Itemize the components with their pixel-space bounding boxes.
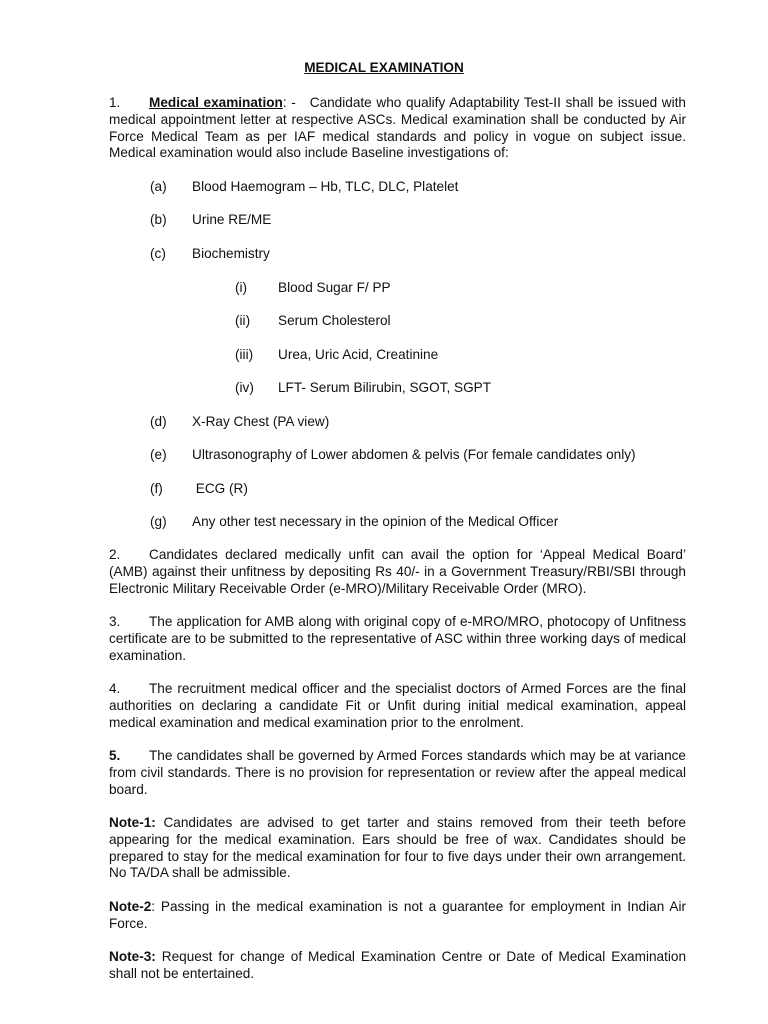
paragraph-number: 4. [109, 681, 121, 696]
sublist-item-label: (iv) [235, 380, 254, 395]
paragraph-heading: Medical examination [149, 95, 283, 110]
list-item-label: (d) [150, 414, 167, 429]
list-item-label: (f) [150, 481, 163, 496]
note-label: Note-1: [109, 815, 156, 830]
paragraph-2 [109, 547, 686, 597]
paragraph-text: The candidates shall be governed by Armed Forces standards which may be at variance from civil standards. There is no provision for representation or review after the appeal medical board. [109, 748, 686, 797]
list-item-text: Biochemistry [192, 246, 270, 261]
paragraph-text: The application for AMB along with original copy of e-MRO/MRO, photocopy of Unfitness certificate are to be submitted to the representative of ASC within three working days of medical examination. [109, 614, 686, 663]
note-text: Request for change of Medical Examination Centre or Date of Medical Examination shall not be entertained. [109, 949, 686, 981]
note-text: Candidates are advised to get tarter and stains removed from their teeth before appearing for the medical examination. Ears should be free of wax. Candidates should be prepared to stay for the medical examination for four to five days under their own arrangement. No TA/DA shall be admissible. [109, 815, 686, 881]
list-item-label: (e) [150, 447, 167, 462]
note-label: Note-3: [109, 949, 156, 964]
list-item-text: Blood Haemogram – Hb, TLC, DLC, Platelet [192, 179, 459, 194]
paragraph-4 [109, 681, 686, 731]
list-item-text: Ultrasonography of Lower abdomen & pelvis (For female candidates only) [192, 447, 636, 462]
list-item-text: X-Ray Chest (PA view) [192, 414, 330, 429]
sublist-item-label: (iii) [235, 347, 254, 362]
sublist-item-text: LFT- Serum Bilirubin, SGOT, SGPT [278, 380, 492, 395]
paragraph-text: Candidate who qualify Adaptability Test-II shall be issued with medical appointment letter at respective ASCs. Medical examination shall be conducted by Air Force Medical Team as per IAF medical standards and policy in vogue on subject issue. Medical examination would also include Baseline investigations of: [109, 95, 686, 161]
note-1 [109, 815, 686, 882]
paragraph-number: 1. [109, 95, 121, 110]
page-title: MEDICAL EXAMINATION [304, 60, 464, 75]
paragraph-3 [109, 614, 686, 664]
paragraph-number: 5. [109, 748, 121, 763]
sublist-item-text: Blood Sugar F/ PP [278, 280, 391, 295]
list-item-label: (b) [150, 212, 167, 227]
list-item-label: (a) [150, 179, 167, 194]
list-item-label: (g) [150, 514, 167, 529]
note-text: : Passing in the medical examination is not a guarantee for employment in Indian Air Force. [109, 899, 686, 931]
sublist-item-text: Serum Cholesterol [278, 313, 391, 328]
heading-separator: : - [282, 95, 296, 110]
paragraph-text: The recruitment medical officer and the specialist doctors of Armed Forces are the final authorities on declaring a candidate Fit or Unfit during initial medical examination, appeal medical examination and medical examination prior to the enrolment. [109, 681, 686, 730]
note-label: Note-2 [109, 899, 152, 914]
list-item-text: Urine RE/ME [192, 212, 272, 227]
sublist-item-label: (ii) [235, 313, 251, 328]
sublist-item-label: (i) [235, 280, 248, 295]
paragraph-number: 2. [109, 547, 121, 562]
list-item-label: (c) [150, 246, 166, 261]
list-item-text: ECG (R) [192, 481, 248, 496]
note-3 [109, 949, 686, 983]
sublist-item-text: Urea, Uric Acid, Creatinine [278, 347, 439, 362]
list-item-text: Any other test necessary in the opinion of the Medical Officer [192, 514, 559, 529]
paragraph-1 [109, 95, 686, 162]
paragraph-5 [109, 748, 686, 798]
paragraph-text: Candidates declared medically unfit can avail the option for ‘Appeal Medical Board’ (AMB) against their unfitness by depositing Rs 40/- in a Government Treasury/RBI/SBI through Electronic Military Receivable Order (e-MRO)/Military Receivable Order (MRO). [109, 547, 686, 596]
paragraph-number: 3. [109, 614, 121, 629]
note-2 [109, 899, 686, 933]
